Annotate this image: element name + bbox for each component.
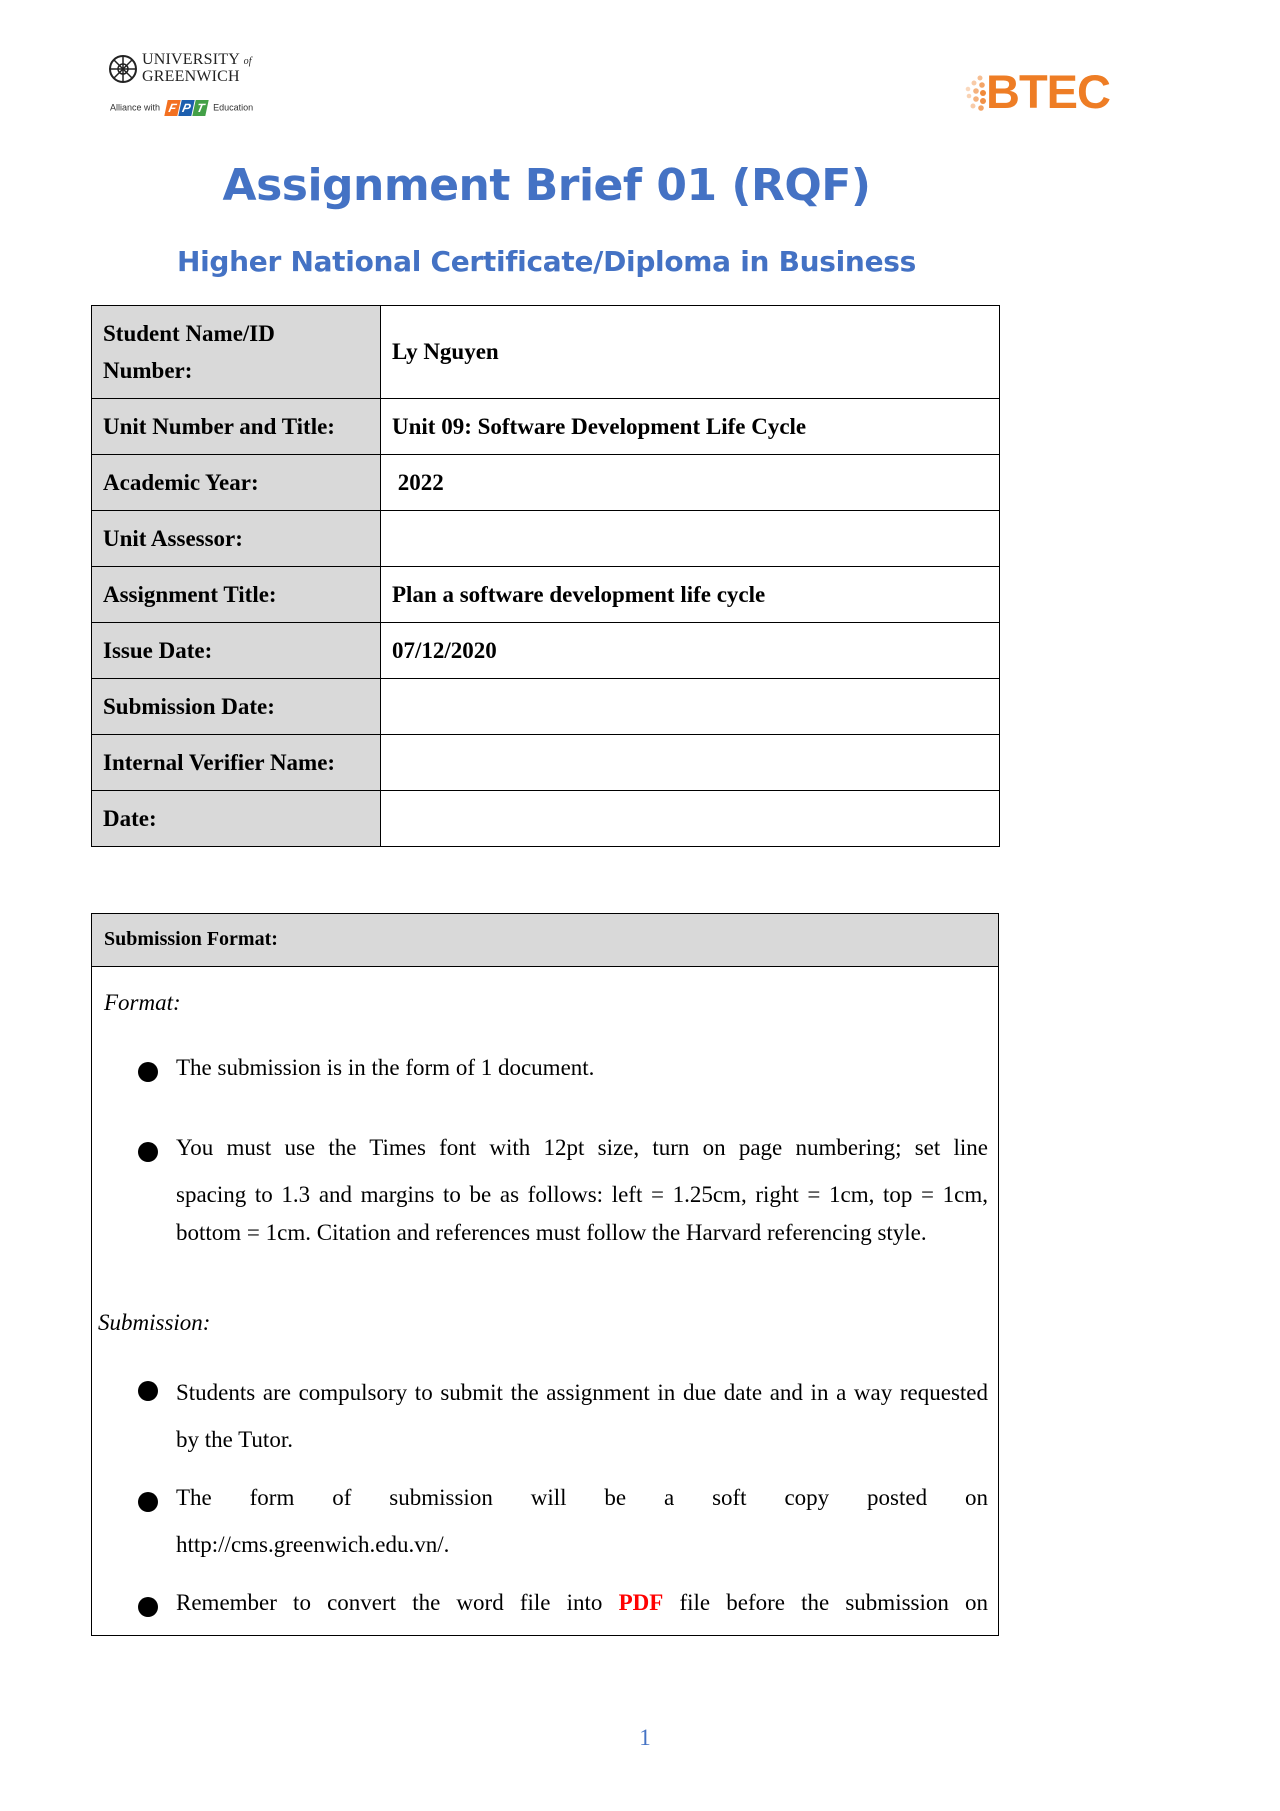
page-subtitle: Higher National Certificate/Diploma in Business xyxy=(177,245,916,278)
university-seal-icon xyxy=(108,54,138,84)
bullet-icon xyxy=(138,1381,158,1401)
table-row xyxy=(92,679,1000,735)
submission-bullet-2-link[interactable]: http://cms.greenwich.edu.vn/. xyxy=(176,1532,450,1557)
assignment-info-table xyxy=(91,305,1000,847)
unit-number-value: Unit 09: Software Development Life Cycle xyxy=(381,399,1000,455)
format-heading: Format: xyxy=(104,990,181,1015)
unit-assessor-label: Unit Assessor: xyxy=(92,511,381,567)
issue-date-label: Issue Date: xyxy=(92,623,381,679)
btec-logo xyxy=(960,65,1110,118)
bullet-icon xyxy=(138,1492,158,1512)
submission-bullet-2-line1: The form of submission will be a soft copy posted on xyxy=(176,1485,988,1510)
btec-wordmark: BTEC xyxy=(986,65,1110,118)
format-bullet-2-line1: You must use the Times font with 12pt size, turn on page numbering; set line xyxy=(176,1135,988,1160)
date-value xyxy=(381,791,1000,847)
submission-date-label: Submission Date: xyxy=(92,679,381,735)
table-row xyxy=(92,567,1000,623)
submission-heading: Submission: xyxy=(98,1310,211,1335)
issue-date-value: 07/12/2020 xyxy=(381,623,1000,679)
page-title: Assignment Brief 01 (RQF) xyxy=(222,160,871,211)
alliance-with-fpt: Alliance with F P T Education xyxy=(110,101,254,115)
table-row xyxy=(92,511,1000,567)
submission-bullet-1: Students are compulsory to submit the assignment in due date and in a way requested by the Tutor. xyxy=(176,1380,988,1452)
submission-bullet-3: Remember to convert the word file into PDF file before the submission on xyxy=(176,1590,989,1615)
format-bullet-1: The submission is in the form of 1 document. xyxy=(176,1055,595,1080)
unit-assessor-value xyxy=(381,511,1000,567)
bullet-icon xyxy=(138,1062,158,1082)
assignment-title-value: Plan a software development life cycle xyxy=(381,567,1000,623)
bullet-icon xyxy=(138,1597,158,1617)
submission-date-value xyxy=(381,679,1000,735)
table-row xyxy=(92,623,1000,679)
university-of-greenwich-logo xyxy=(108,50,278,125)
submission-format-box xyxy=(91,913,999,1636)
academic-year-label: Academic Year: xyxy=(92,455,381,511)
format-bullet-2-rest: spacing to 1.3 and margins to be as follows: left = 1.25cm, right = 1cm, top = 1cm, bottom = 1cm. Citation and references must follow the Harvard referencing style. xyxy=(176,1182,988,1245)
internal-verifier-label: Internal Verifier Name: xyxy=(92,735,381,791)
student-name-label: Student Name/ID Number: xyxy=(92,306,381,399)
table-row xyxy=(92,735,1000,791)
table-row xyxy=(92,399,1000,455)
table-row xyxy=(92,306,1000,399)
unit-number-label: Unit Number and Title: xyxy=(92,399,381,455)
page-number: 1 xyxy=(639,1725,651,1750)
table-row xyxy=(92,455,1000,511)
submission-format-title: Submission Format: xyxy=(104,928,278,950)
submission-format-header xyxy=(92,914,998,967)
assignment-title-label: Assignment Title: xyxy=(92,567,381,623)
university-name: UNIVERSITY of GREENWICH xyxy=(142,51,252,85)
date-label: Date: xyxy=(92,791,381,847)
table-row xyxy=(92,791,1000,847)
bullet-icon xyxy=(138,1142,158,1162)
student-name-value: Ly Nguyen xyxy=(381,306,1000,399)
btec-dots-icon xyxy=(960,72,988,114)
internal-verifier-value xyxy=(381,735,1000,791)
pdf-highlight: PDF xyxy=(618,1590,664,1615)
academic-year-value: 2022 xyxy=(381,455,1000,511)
fpt-logo: F P T xyxy=(166,100,208,116)
